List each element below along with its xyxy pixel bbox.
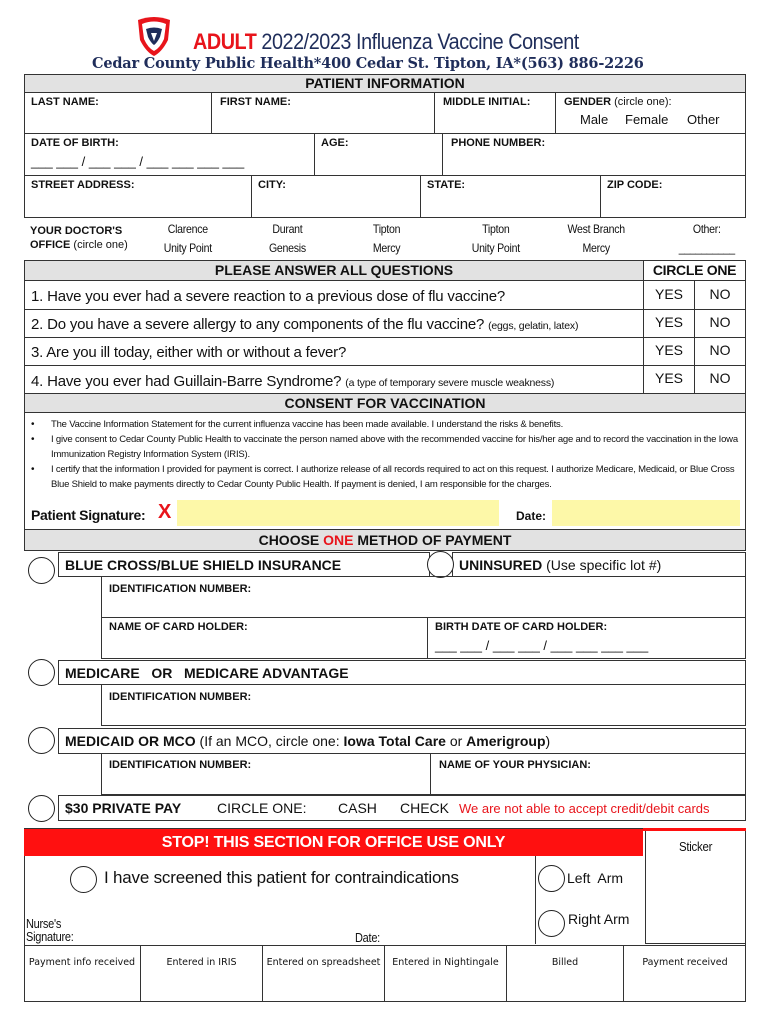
- question-2-note: (eggs, gelatin, latex): [488, 320, 579, 332]
- card-holder-dob-field[interactable]: [427, 617, 746, 659]
- street-field[interactable]: [24, 175, 252, 218]
- footer-iris: Entered in IRIS: [141, 946, 263, 1002]
- question-3-text: 3. Are you ill today, either with or without a fever?: [31, 344, 347, 361]
- doctor-office-label: YOUR DOCTOR'S OFFICE (circle one): [30, 225, 128, 251]
- title-text: 2022/2023 Influenza Vaccine Consent: [256, 29, 579, 54]
- screened-label: I have screened this patient for contraindications: [104, 868, 459, 887]
- medicare-id-label: IDENTIFICATION NUMBER:: [109, 691, 252, 703]
- consent-header: CONSENT FOR VACCINATION: [24, 393, 746, 413]
- office-option-durant[interactable]: Durant Genesis: [268, 222, 306, 255]
- medicare-option[interactable]: [58, 660, 746, 685]
- zip-field[interactable]: [600, 175, 746, 218]
- left-arm-label: Left Arm: [567, 870, 624, 886]
- question-1: [24, 280, 644, 310]
- office-option-tipton-unitypoint[interactable]: Tipton Unity Point: [471, 222, 520, 255]
- q3-yes[interactable]: YES: [643, 337, 695, 366]
- consent-body: [24, 412, 746, 530]
- bcbs-option[interactable]: [58, 552, 430, 577]
- dob-blanks: ___ ___ / ___ ___ / ___ ___ ___ ___: [31, 154, 245, 169]
- bcbs-radio[interactable]: [28, 557, 55, 584]
- q3-no[interactable]: NO: [694, 337, 746, 366]
- sticker-label: Sticker: [679, 839, 713, 854]
- left-arm-radio[interactable]: [538, 865, 565, 892]
- first-name-field[interactable]: [211, 92, 435, 134]
- q2-no[interactable]: NO: [694, 309, 746, 338]
- private-pay-radio[interactable]: [28, 795, 55, 822]
- age-label: AGE:: [321, 137, 349, 149]
- q4-yes[interactable]: YES: [643, 365, 695, 394]
- signature-label: Patient Signature:: [31, 507, 146, 523]
- dob-field[interactable]: [24, 133, 315, 176]
- date-label: Date:: [516, 509, 547, 523]
- dob-label: DATE OF BIRTH:: [31, 137, 119, 149]
- gender-other[interactable]: Other: [687, 112, 720, 127]
- last-name-field[interactable]: [24, 92, 212, 134]
- question-4-text: 4. Have you ever had Guillain-Barre Syndrome?: [31, 373, 346, 390]
- age-field[interactable]: [314, 133, 443, 176]
- bcbs-label: BLUE CROSS/BLUE SHIELD INSURANCE: [65, 557, 342, 573]
- questions-header: PLEASE ANSWER ALL QUESTIONS: [24, 260, 644, 281]
- physician-label: NAME OF YOUR PHYSICIAN:: [439, 759, 591, 771]
- consent-bullet-1: • The Vaccine Information Statement for the current influenza vaccine has been made available. I understand the risks & benefits.: [25, 417, 741, 432]
- footer-payment-info: Payment info received: [24, 946, 141, 1002]
- bcbs-id-field[interactable]: [101, 576, 746, 618]
- question-4-note: (a type of temporary severe muscle weakness): [345, 377, 555, 389]
- patient-info-header: PATIENT INFORMATION: [24, 74, 746, 93]
- private-pay-option[interactable]: [58, 795, 746, 821]
- question-4: [24, 365, 644, 394]
- medicare-label: MEDICARE OR MEDICARE ADVANTAGE: [65, 665, 349, 681]
- office-option-west-branch[interactable]: West Branch Mercy: [567, 222, 625, 255]
- office-date-label: Date:: [355, 931, 380, 945]
- screened-radio[interactable]: [70, 866, 97, 893]
- state-field[interactable]: [420, 175, 601, 218]
- q4-no[interactable]: NO: [694, 365, 746, 394]
- uninsured-option[interactable]: [452, 552, 746, 577]
- mco-amerigroup[interactable]: Amerigroup: [466, 733, 546, 749]
- consent-bullet-3: • I certify that the information I provided for payment is correct. I authorize release of all records required to act on this request. I authorize Medicare, Medicaid, or Blue Cross Blue Shield to make payments directly to Cedar County Public Health. If payment is denied, I am responsible for the charges.: [25, 462, 741, 492]
- date-input[interactable]: [552, 500, 740, 526]
- footer-billed: Billed: [507, 946, 624, 1002]
- stop-banner: STOP! THIS SECTION FOR OFFICE USE ONLY: [24, 829, 643, 856]
- zip-label: ZIP CODE:: [607, 179, 663, 191]
- no-cards-notice: We are not able to accept credit/debit cards: [459, 801, 710, 816]
- card-holder-field[interactable]: [101, 617, 428, 659]
- signature-x: X: [158, 501, 172, 523]
- medicaid-label: MEDICAID OR MCO: [65, 733, 196, 749]
- footer-spreadsheet: Entered on spreadsheet: [263, 946, 385, 1002]
- card-holder-dob-blanks: ___ ___ / ___ ___ / ___ ___ ___ ___: [435, 638, 649, 653]
- question-3: [24, 337, 644, 366]
- street-label: STREET ADDRESS:: [31, 179, 135, 191]
- form-title: [193, 29, 579, 55]
- payment-circle-one: CIRCLE ONE:: [217, 800, 307, 816]
- first-name-label: FIRST NAME:: [220, 96, 291, 108]
- payment-header-one: ONE: [323, 532, 354, 548]
- title-adult: ADULT: [193, 29, 257, 54]
- question-2: [24, 309, 644, 338]
- office-option-other[interactable]: Other: __________: [678, 222, 735, 255]
- office-option-tipton-mercy[interactable]: Tipton Mercy: [372, 222, 401, 255]
- right-arm-radio[interactable]: [538, 910, 565, 937]
- medicaid-id-field[interactable]: [101, 753, 431, 795]
- office-option-clarence[interactable]: Clarence Unity Point: [163, 222, 212, 255]
- city-field[interactable]: [251, 175, 421, 218]
- doctor-office-row: [24, 217, 746, 261]
- circle-one-header: CIRCLE ONE: [643, 260, 746, 281]
- organization-subtitle: Cedar County Public Health*400 Cedar St. Tipton, IA*(563) 886-2226: [92, 55, 644, 72]
- uninsured-radio[interactable]: [427, 551, 454, 578]
- private-pay-label: $30 PRIVATE PAY: [65, 800, 182, 816]
- medicare-radio[interactable]: [28, 659, 55, 686]
- last-name-label: LAST NAME:: [31, 96, 99, 108]
- uninsured-note: (Use specific lot #): [542, 557, 662, 573]
- q1-no[interactable]: NO: [694, 280, 746, 310]
- city-label: CITY:: [258, 179, 286, 191]
- q2-yes[interactable]: YES: [643, 309, 695, 338]
- payment-header: CHOOSE ONE METHOD OF PAYMENT: [24, 529, 746, 551]
- gender-hint: (circle one):: [611, 96, 672, 108]
- gender-field[interactable]: [555, 92, 746, 134]
- question-1-text: 1. Have you ever had a severe reaction to a previous dose of flu vaccine?: [31, 288, 506, 305]
- medicaid-radio[interactable]: [28, 727, 55, 754]
- consent-bullets: [25, 417, 741, 492]
- middle-initial-field[interactable]: [434, 92, 556, 134]
- nurse-signature-label: Nurse's Signature:: [26, 917, 74, 944]
- gender-female[interactable]: Female: [625, 112, 669, 127]
- consent-bullet-2: • I give consent to Cedar County Public Health to vaccinate the person named above with the recommended vaccine for his/her age and to record the vaccination in the Iowa Immunization Registry Information System (IRIS).: [25, 432, 741, 462]
- screened-divider: [535, 856, 536, 944]
- pay-check[interactable]: CHECK: [400, 800, 450, 816]
- question-2-text: 2. Do you have a severe allergy to any components of the flu vaccine?: [31, 316, 489, 333]
- phone-field[interactable]: [442, 133, 746, 176]
- medicaid-id-label: IDENTIFICATION NUMBER:: [109, 759, 252, 771]
- card-holder-label: NAME OF CARD HOLDER:: [109, 621, 248, 633]
- pay-cash[interactable]: CASH: [338, 800, 377, 816]
- q1-yes[interactable]: YES: [643, 280, 695, 310]
- middle-initial-label: MIDDLE INITIAL:: [443, 96, 531, 108]
- medicaid-option[interactable]: MEDICAID OR MCO (If an MCO, circle one: Iowa Total Care or Amerigroup): [58, 728, 746, 754]
- logo: [134, 16, 174, 58]
- footer-payment-received: Payment received: [642, 957, 728, 968]
- footer-nightingale: Entered in Nightingale: [385, 946, 507, 1002]
- state-label: STATE:: [427, 179, 466, 191]
- phone-label: PHONE NUMBER:: [451, 137, 546, 149]
- right-arm-label: Right Arm: [568, 911, 630, 927]
- gender-male[interactable]: Male: [580, 112, 609, 127]
- physician-field[interactable]: [430, 753, 746, 795]
- signature-input[interactable]: [177, 500, 499, 526]
- bcbs-id-label: IDENTIFICATION NUMBER:: [109, 583, 252, 595]
- gender-label: GENDER: [564, 96, 612, 108]
- uninsured-label: UNINSURED: [459, 557, 543, 573]
- card-holder-dob-label: BIRTH DATE OF CARD HOLDER:: [435, 621, 608, 633]
- medicare-id-field[interactable]: [101, 684, 746, 726]
- mco-iowa-total-care[interactable]: Iowa Total Care: [343, 733, 446, 749]
- sticker-box: [645, 831, 746, 944]
- office-footer-row: [24, 945, 746, 1002]
